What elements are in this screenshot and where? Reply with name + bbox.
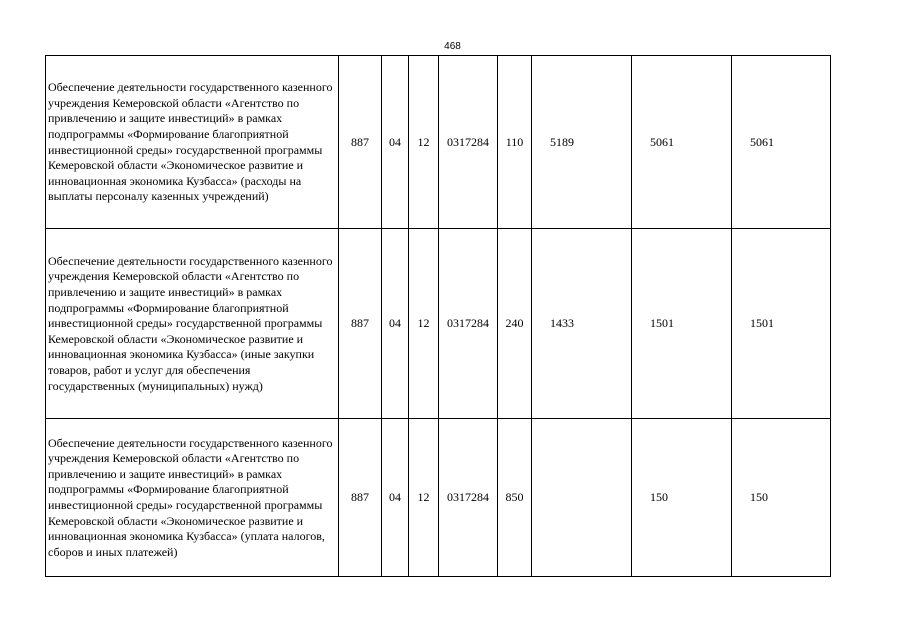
expense-type-code: 110 <box>498 56 532 229</box>
page-number: 468 <box>444 41 461 52</box>
row-description: Обеспечение деятельности государственного казенного учреждения Кемеровской области «Агентство по привлечению и защите инвестиций» в рамках подпрограммы «Формирование благоприятной инвестиционной среды» государственной программы Кемеровской области «Экономическое развитие и инновационная экономика Кузбасса» (расходы на выплаты персоналу казенных учреждений) <box>46 56 339 229</box>
section-code: 04 <box>382 56 409 229</box>
ministry-code: 887 <box>339 229 382 419</box>
target-article-code: 0317284 <box>439 56 498 229</box>
target-article-code: 0317284 <box>439 229 498 419</box>
row-description: Обеспечение деятельности государственного казенного учреждения Кемеровской области «Агентство по привлечению и защите инвестиций» в рамках подпрограммы «Формирование благоприятной инвестиционной среды» государственной программы Кемеровской области «Экономическое развитие и инновационная экономика Кузбасса» (иные закупки товаров, работ и услуг для обеспечения государственных (муниципальных) нужд) <box>46 229 339 419</box>
expense-type-code: 850 <box>498 419 532 577</box>
table-row <box>46 56 831 229</box>
sum-year-1 <box>532 419 632 577</box>
subsection-code: 12 <box>409 419 439 577</box>
sum-year-2: 1501 <box>632 229 732 419</box>
sum-year-3: 5061 <box>732 56 831 229</box>
ministry-code: 887 <box>339 56 382 229</box>
section-code: 04 <box>382 419 409 577</box>
ministry-code: 887 <box>339 419 382 577</box>
subsection-code: 12 <box>409 229 439 419</box>
sum-year-2: 150 <box>632 419 732 577</box>
target-article-code: 0317284 <box>439 419 498 577</box>
table-row <box>46 419 831 577</box>
section-code: 04 <box>382 229 409 419</box>
expense-type-code: 240 <box>498 229 532 419</box>
sum-year-2: 5061 <box>632 56 732 229</box>
sum-year-1: 1433 <box>532 229 632 419</box>
subsection-code: 12 <box>409 56 439 229</box>
sum-year-1: 5189 <box>532 56 632 229</box>
budget-table <box>45 55 831 577</box>
sum-year-3: 150 <box>732 419 831 577</box>
sum-year-3: 1501 <box>732 229 831 419</box>
row-description: Обеспечение деятельности государственного казенного учреждения Кемеровской области «Агентство по привлечению и защите инвестиций» в рамках подпрограммы «Формирование благоприятной инвестиционной среды» государственной программы Кемеровской области «Экономическое развитие и инновационная экономика Кузбасса» (уплата налогов, сборов и иных платежей) <box>46 419 339 577</box>
table-row <box>46 229 831 419</box>
